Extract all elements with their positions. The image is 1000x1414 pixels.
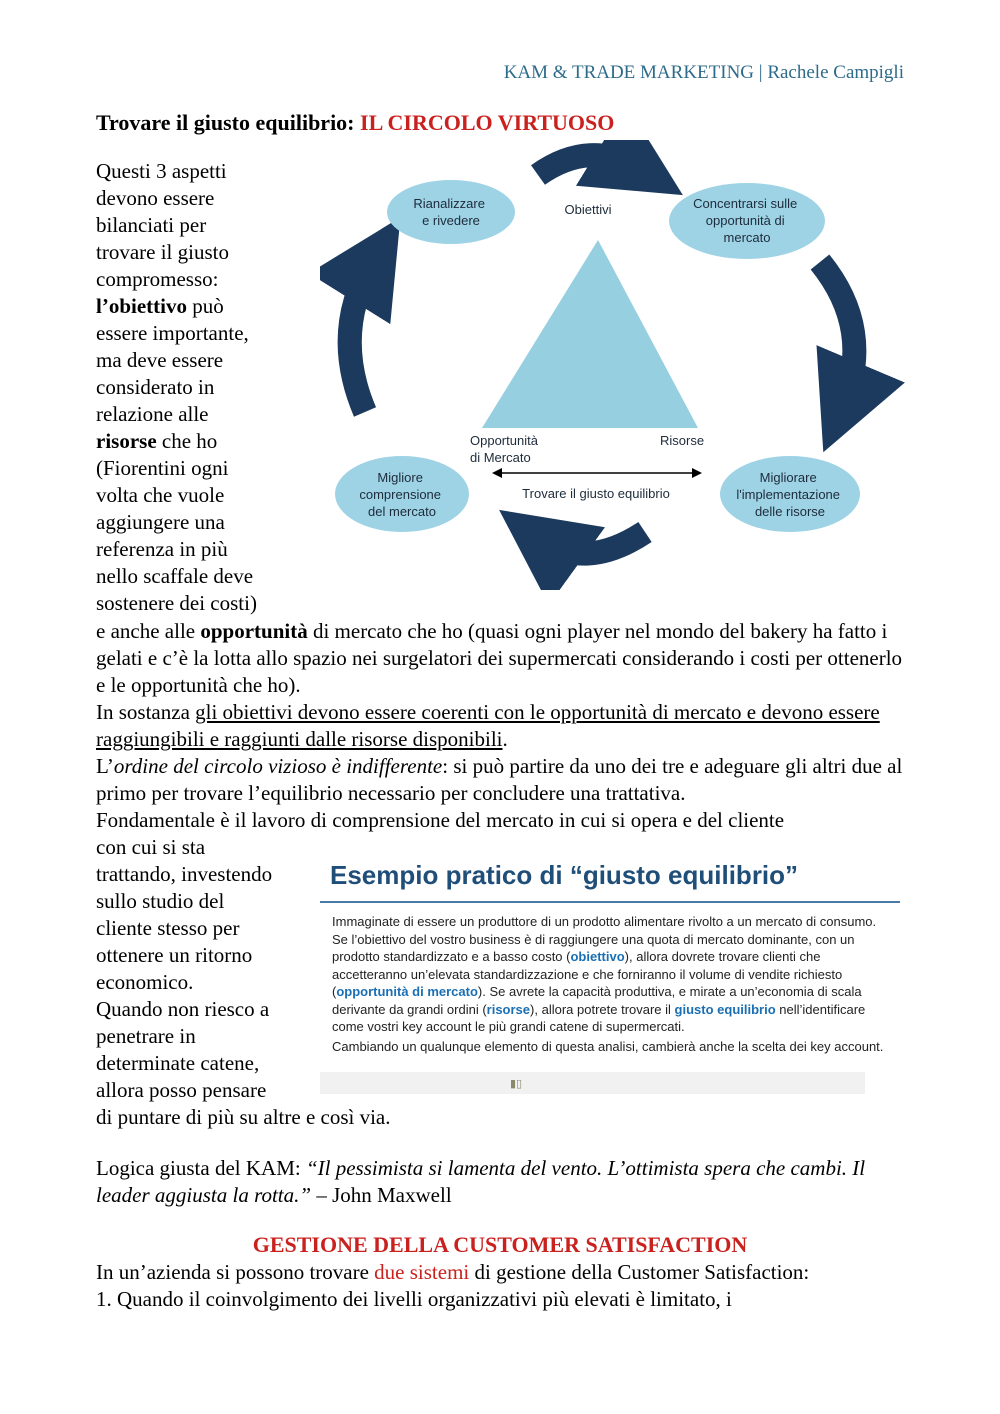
- text-fragment: In un’azienda si possono trovare: [96, 1260, 375, 1284]
- text-line: ottenere un ritorno: [96, 943, 253, 967]
- section-heading: [96, 110, 614, 136]
- text-line: trovare il giusto: [96, 240, 229, 264]
- text-line: Questi 3 aspetti: [96, 159, 227, 183]
- virtuous-circle-diagram: [320, 140, 910, 590]
- text-fragment: ), allora dovrete trovare clienti che accetteranno un’elevata standardizzazione e che forniranno il volume di vendite richiesto (: [332, 949, 843, 999]
- example-paragraph: [332, 913, 895, 1036]
- highlight-term: giusto equilibrio: [674, 1001, 776, 1017]
- ellipse-top-left: [387, 180, 515, 244]
- text-line: Fondamentale è il lavoro di comprensione del mercato in cui si opera e del cliente: [96, 808, 785, 832]
- text-line: devono essere: [96, 186, 215, 210]
- text-fragment: Immaginate di essere un produttore di un prodotto alimentare rivolto a un mercato di consumo. Se l’obiettivo del vostro business è di raggiungere una quota di mercato dominante, con un prodotto standardizzato e a basso costo (: [332, 914, 877, 964]
- ellipse-top-right-label: Concentrarsi sulle opportunità di mercato: [693, 196, 798, 245]
- text-line: [96, 428, 257, 455]
- arrow-left: [350, 258, 375, 412]
- text-fragment: può: [186, 294, 224, 318]
- text-fragment: che ho: [156, 429, 218, 453]
- text-line: essere importante,: [96, 321, 249, 345]
- text-line: volta che vuole: [96, 483, 225, 507]
- text-line: considerato in: [96, 375, 215, 399]
- ellipse-top-left-label: Rianalizzare e rivedere: [413, 196, 485, 228]
- paragraph-systems: [96, 1259, 911, 1286]
- text-line: penetrare in: [96, 1024, 196, 1048]
- text-fragment: – John Maxwell: [311, 1183, 452, 1207]
- italic-text: ordine del circolo vizioso è indifferente: [113, 754, 443, 778]
- arrow-top: [538, 155, 642, 175]
- highlight-term: risorse: [486, 1001, 531, 1017]
- text-fragment: di gestione della Customer Satisfaction:: [469, 1260, 810, 1284]
- text-line: (Fiorentini ogni: [96, 456, 229, 480]
- example-title: Esempio pratico di “giusto equilibrio”: [330, 860, 799, 890]
- text-fragment: .: [502, 727, 508, 751]
- text-fragment: e anche alle: [96, 619, 201, 643]
- paragraph-opportunities: [96, 618, 911, 699]
- example-paragraph: Cambiando un qualunque elemento di questa analisi, cambierà anche la scelta dei key account.: [332, 1038, 884, 1054]
- text-line: aggiungere una: [96, 510, 225, 534]
- highlight-term: obiettivo: [570, 949, 625, 964]
- text-line: [96, 293, 257, 320]
- paragraph-summary: [96, 699, 911, 753]
- text-line: bilanciati per: [96, 213, 207, 237]
- text-line: cliente stesso per: [96, 916, 240, 940]
- text-line: sullo studio del: [96, 889, 225, 913]
- double-arrow-right-head: [692, 468, 702, 478]
- text-fragment: di mercato che ho (quasi ogni player nel mondo del bakery ha fatto i gelati e c’è la lotta allo spazio nei surgelatori dei supermercati considerando i costi per ottenerlo e le opportunità che ho).: [96, 619, 903, 697]
- paragraph-order: [96, 753, 911, 807]
- triangle-shape: [482, 240, 698, 428]
- text-fragment: : si può partire da uno dei tre e adeguare gli altri due al primo per trovare l’equilibrio necessario per concludere una trattativa.: [96, 754, 903, 805]
- text-line: compromesso:: [96, 267, 219, 291]
- text-fragment: ). Se avrete la capacità produttiva, e mirate a un’economia di scala derivante da grandi ordini (: [332, 984, 862, 1017]
- arrow-right: [820, 262, 854, 408]
- text-fragment: nell’identificare come vostri key account le più grandi catene di supermercati.: [332, 1001, 866, 1034]
- text-line: di puntare di più su altre e così via.: [96, 1105, 391, 1129]
- side-paragraph-1: [96, 158, 257, 617]
- text-fragment: Logica giusta del KAM:: [96, 1156, 306, 1180]
- text-line: Quando non riesco a: [96, 997, 270, 1021]
- highlight-term: opportunità di mercato: [336, 984, 478, 999]
- example-box: [320, 850, 905, 1095]
- heading-highlight: IL CIRCOLO VIRTUOSO: [360, 110, 615, 135]
- ellipse-bottom-left-label: Migliore comprensione del mercato: [359, 470, 442, 519]
- example-footer-strip: [320, 1072, 865, 1094]
- arrow-bottom: [538, 532, 645, 554]
- list-item-1: 1. Quando il coinvolgimento dei livelli organizzativi più elevati è limitato, i: [96, 1287, 732, 1311]
- equilibrium-label: Trovare il giusto equilibrio: [522, 486, 670, 501]
- text-fragment: ), allora potrete trovare il: [530, 1001, 675, 1017]
- text-line: relazione alle: [96, 402, 209, 426]
- red-term: due sistemi: [374, 1260, 470, 1284]
- text-line: trattando, investendo: [96, 862, 273, 886]
- ellipse-bottom-right-label: Migliorare l'implementazione delle risorse: [736, 470, 841, 519]
- page-header: KAM & TRADE MARKETING | Rachele Campigli: [503, 62, 904, 83]
- text-fragment: L’: [96, 754, 114, 778]
- bold-term: opportunità: [200, 619, 308, 643]
- bold-term: risorse: [96, 429, 157, 453]
- underlined-text: gli obiettivi devono essere coerenti con le opportunità di mercato e devono essere raggiungibili e raggiunti dalle risorse disponibili: [96, 700, 880, 751]
- text-line: referenza in più: [96, 537, 228, 561]
- kam-quote: [96, 1155, 911, 1209]
- heading-prefix: Trovare il giusto equilibrio:: [96, 110, 361, 135]
- text-line: sostenere dei costi): [96, 591, 257, 615]
- text-line: allora posso pensare: [96, 1078, 267, 1102]
- bold-term: l’obiettivo: [96, 294, 187, 318]
- text-line: ma deve essere: [96, 348, 224, 372]
- text-line: con cui si sta: [96, 835, 206, 859]
- section-title: GESTIONE DELLA CUSTOMER SATISFACTION: [252, 1232, 748, 1257]
- small-mark-icon: ▮▯: [510, 1077, 523, 1090]
- double-arrow-left-head: [492, 468, 502, 478]
- left-vertex-label: Opportunità di Mercato: [470, 433, 538, 465]
- example-body: [320, 903, 895, 1055]
- italic-quote: “Il pessimista si lamenta del vento. L’ottimista spera che cambi. Il leader aggiusta la rotta.”: [96, 1156, 866, 1207]
- right-vertex-label: Risorse: [660, 433, 705, 448]
- text-line: determinate catene,: [96, 1051, 260, 1075]
- text-line: nello scaffale deve: [96, 564, 254, 588]
- text-line: economico.: [96, 970, 194, 994]
- apex-label: Obiettivi: [564, 202, 612, 217]
- text-fragment: In sostanza: [96, 700, 196, 724]
